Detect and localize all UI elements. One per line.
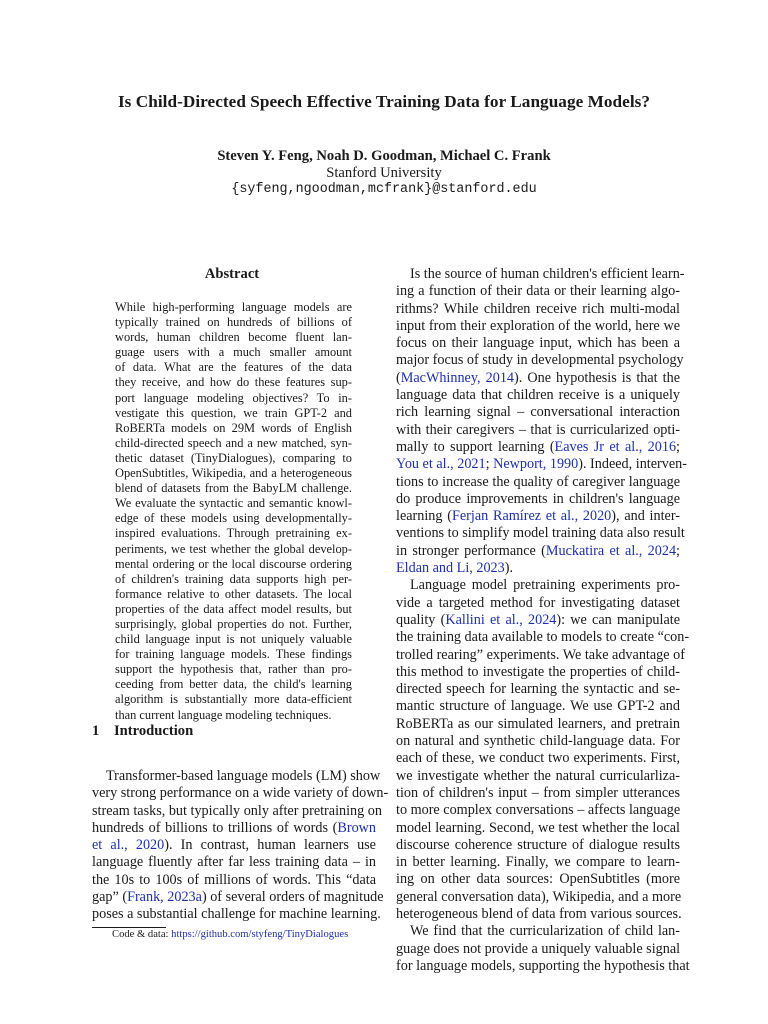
paragraph-line: directed speech for learning the syntactic and se- bbox=[396, 681, 680, 698]
text-run: ), and inter- bbox=[611, 508, 680, 525]
paragraph-line: general conversation data), Wikipedia, and a more bbox=[396, 888, 682, 905]
abstract-line: We evaluate the syntactic and semantic knowl- bbox=[115, 496, 352, 511]
abstract-line: they receive, and how do these features sup- bbox=[115, 375, 352, 390]
section-number: 1 bbox=[92, 723, 100, 739]
citation-link[interactable]: MacWhinney, 2014 bbox=[400, 369, 515, 386]
paragraph-line: vide a targeted method for investigating dataset bbox=[396, 594, 680, 611]
paragraph-line: very strong performance on a wide variety of down- bbox=[92, 785, 389, 802]
abstract-line: typically trained on hundreds of billions of bbox=[115, 315, 352, 330]
paragraph-line: ing a function of their data or their learning algo- bbox=[396, 283, 680, 300]
citation-link[interactable]: Eldan and Li, 2023 bbox=[396, 560, 505, 577]
affiliation: Stanford University bbox=[326, 165, 442, 181]
citation-link[interactable]: Eaves Jr et al., 2016 bbox=[554, 438, 677, 455]
text-run: ). bbox=[504, 560, 514, 577]
text-run: ): we can manipulate bbox=[556, 611, 680, 628]
paragraph-line: tion of children's input – from simpler utterances bbox=[396, 784, 680, 801]
abstract-line: port language modeling objectives? To in- bbox=[115, 390, 352, 405]
citation-link[interactable]: Frank, 2023a bbox=[127, 889, 202, 906]
paragraph-line: Transformer-based language models (LM) show bbox=[106, 768, 381, 784]
footnote-divider bbox=[92, 927, 166, 928]
paragraph-line: focus on their language input, which has been a bbox=[396, 335, 680, 352]
abstract-line: guage users with a much smaller amount bbox=[115, 345, 352, 360]
citation-link[interactable]: et al., 2020 bbox=[92, 837, 165, 854]
abstract-line: thetic dataset (TinyDialogues), comparing to bbox=[115, 450, 352, 465]
paper-title: Is Child-Directed Speech Effective Training Data for Language Models? bbox=[117, 92, 651, 111]
paragraph-line: guage does not provide a uniquely valuable signal bbox=[396, 940, 681, 957]
paragraph-line: tions to increase the quality of caregiver language bbox=[396, 473, 680, 490]
abstract-line: words, human children become fluent lan- bbox=[115, 330, 352, 345]
abstract-line: algorithm is substantially more data-efficient bbox=[115, 692, 352, 707]
paragraph-line: heterogeneous blend of data from various sources. bbox=[396, 905, 682, 922]
paragraph-line: major focus of study in developmental psychology bbox=[396, 352, 684, 369]
abstract-line: RoBERTa models on 29M words of English bbox=[115, 420, 352, 435]
paragraph-line bbox=[92, 837, 376, 854]
paragraph-line: stream tasks, but typically only after pretraining on bbox=[92, 802, 382, 819]
paragraph-line: discourse coherence structure of dialogue results bbox=[396, 836, 680, 853]
paragraph-line: language data that children receive is a uniquely bbox=[396, 387, 680, 404]
text-run: in stronger performance ( bbox=[396, 542, 546, 559]
text-run: learning ( bbox=[396, 508, 452, 525]
section-heading-introduction bbox=[92, 723, 193, 740]
paragraph-line: for language models, supporting the hypothesis that bbox=[396, 957, 690, 974]
paragraph-line: Is the source of human children's efficient learn- bbox=[410, 266, 685, 282]
text-run: ( bbox=[396, 369, 401, 386]
abstract-line: mental ordering or the local discourse ordering bbox=[115, 556, 352, 571]
paragraph-line bbox=[396, 439, 680, 456]
abstract-body bbox=[115, 300, 352, 723]
paragraph-line: We find that the curricularization of child lan- bbox=[410, 923, 680, 940]
paragraph-line: the training data available to models to create “con- bbox=[396, 629, 690, 646]
section-title: Introduction bbox=[114, 723, 194, 739]
author-emails: {syfeng,ngoodman,mcfrank}@stanford.edu bbox=[231, 182, 537, 197]
abstract-line: formance relative to other datasets. The local bbox=[115, 586, 352, 601]
citation-link[interactable]: Kallini et al., 2024 bbox=[445, 611, 557, 628]
abstract-line: of children's training data supports high per- bbox=[115, 571, 352, 586]
paragraph-line: model learning. Second, we test whether the local bbox=[396, 819, 680, 836]
abstract-line: inspired evaluations. Through pretraining ex- bbox=[115, 526, 352, 541]
text-run: mally to support learning ( bbox=[396, 438, 555, 455]
abstract-line: child language input is not uniquely valuable bbox=[115, 632, 352, 647]
abstract-line: child-directed speech and a new matched, syn- bbox=[115, 435, 352, 450]
introduction-left-column bbox=[92, 768, 389, 924]
code-data-link[interactable]: https://github.com/styfeng/TinyDialogues bbox=[171, 929, 349, 940]
paragraph-line bbox=[92, 820, 376, 837]
introduction-right-column bbox=[396, 266, 690, 975]
paragraph-line: with their caregivers – that is curricularized opti- bbox=[396, 421, 680, 438]
paragraph-line bbox=[92, 889, 384, 906]
paragraph-line bbox=[396, 508, 680, 525]
citation-link[interactable]: Muckatira et al., 2024 bbox=[545, 542, 677, 559]
paragraph-line: we investigate whether the natural curricularliza- bbox=[396, 767, 680, 784]
text-run: ). In contrast, human learners use bbox=[164, 837, 376, 854]
paragraph-line: trolled rearing” experiments. We take advantage of bbox=[396, 646, 685, 663]
abstract-heading: Abstract bbox=[204, 266, 260, 282]
paragraph-line bbox=[396, 456, 687, 473]
paragraph-line: RoBERTa as our simulated learners, and pretrain bbox=[396, 715, 680, 732]
paragraph-line: mantic structure of language. We use GPT-2 and bbox=[396, 698, 680, 715]
abstract-line: While high-performing language models are bbox=[115, 300, 352, 314]
text-run: ; bbox=[485, 456, 494, 473]
abstract-line: than current language modeling techniques. bbox=[115, 707, 332, 722]
abstract-line: OpenSubtitles, Wikipedia, and a heterogeneous bbox=[115, 466, 352, 481]
abstract-line: support the hypothesis that, rather than pro- bbox=[115, 662, 352, 677]
paragraph-line: rich learning signal – conversational interaction bbox=[396, 404, 680, 421]
abstract-line: surprisingly, global properties do not. Further, bbox=[115, 616, 352, 631]
paragraph-line bbox=[396, 370, 680, 387]
paragraph-line: on natural and synthetic child-language data. For bbox=[396, 733, 680, 750]
paragraph-line: Language model pretraining experiments pro- bbox=[410, 577, 680, 594]
paragraph-line: to more complex conversations – affects language bbox=[396, 802, 681, 819]
paragraph-line: the 10s to 100s of millions of words. This “data bbox=[92, 871, 376, 888]
paragraph-line: rithms? While children receive rich multi-modal bbox=[396, 300, 680, 317]
citation-link[interactable]: Newport, 1990 bbox=[493, 456, 579, 473]
paragraph-line: each of these, we conduct two experiments. First, bbox=[396, 750, 680, 767]
abstract-line: properties of the data affect model results, but bbox=[115, 601, 352, 616]
text-run: ). Indeed, interven- bbox=[578, 456, 687, 473]
paragraph-line: ventions to simplify model training data also result bbox=[396, 525, 685, 542]
paragraph-line: ing on other data sources: OpenSubtitles (more bbox=[396, 871, 680, 888]
paragraph-line: input from their exploration of the world, here we bbox=[396, 317, 680, 334]
author-list: Steven Y. Feng, Noah D. Goodman, Michael C. Frank bbox=[217, 148, 551, 164]
paragraph-line: language fluently after far less training data – in bbox=[92, 854, 376, 871]
paragraph-line: do produce improvements in children's language bbox=[396, 490, 680, 507]
paragraph-line: in better learning. Finally, we compare to learn- bbox=[396, 854, 680, 871]
paragraph-line bbox=[396, 560, 680, 577]
abstract-line: ceeding from better data, the child's learning bbox=[115, 677, 352, 692]
citation-link[interactable]: You et al., 2021 bbox=[396, 456, 486, 473]
paragraph-line bbox=[396, 612, 680, 629]
paragraph-line: poses a substantial challenge for machine learning. bbox=[92, 906, 381, 923]
abstract-line: for training language models. These findings bbox=[115, 647, 352, 662]
text-run: quality ( bbox=[396, 611, 446, 628]
citation-link[interactable]: Brown bbox=[337, 819, 376, 836]
abstract-line: vestigate this question, we train GPT-2 and bbox=[115, 405, 352, 420]
paragraph-line bbox=[396, 543, 680, 560]
text-run: ; bbox=[676, 438, 680, 455]
abstract-line: edge of these models using developmentally- bbox=[115, 511, 352, 526]
abstract-line: blend of datasets from the BabyLM challenge. bbox=[115, 481, 352, 496]
text-run: ; bbox=[676, 542, 680, 559]
text-run: hundreds of billions to trillions of words ( bbox=[92, 819, 338, 836]
citation-link[interactable]: Ferjan Ramírez et al., 2020 bbox=[451, 508, 612, 525]
text-run: gap” ( bbox=[92, 889, 128, 906]
footnote bbox=[112, 929, 348, 940]
text-run: ) of several orders of magnitude bbox=[201, 889, 384, 906]
abstract-line: periments, we test whether the global develop- bbox=[115, 541, 352, 556]
paragraph-line: this method to investigate the properties of child- bbox=[396, 663, 680, 680]
text-run: ). One hypothesis is that the bbox=[514, 369, 680, 386]
footnote-label: Code & data: bbox=[112, 929, 172, 940]
abstract-line: of data. What are the features of the data bbox=[115, 360, 352, 375]
